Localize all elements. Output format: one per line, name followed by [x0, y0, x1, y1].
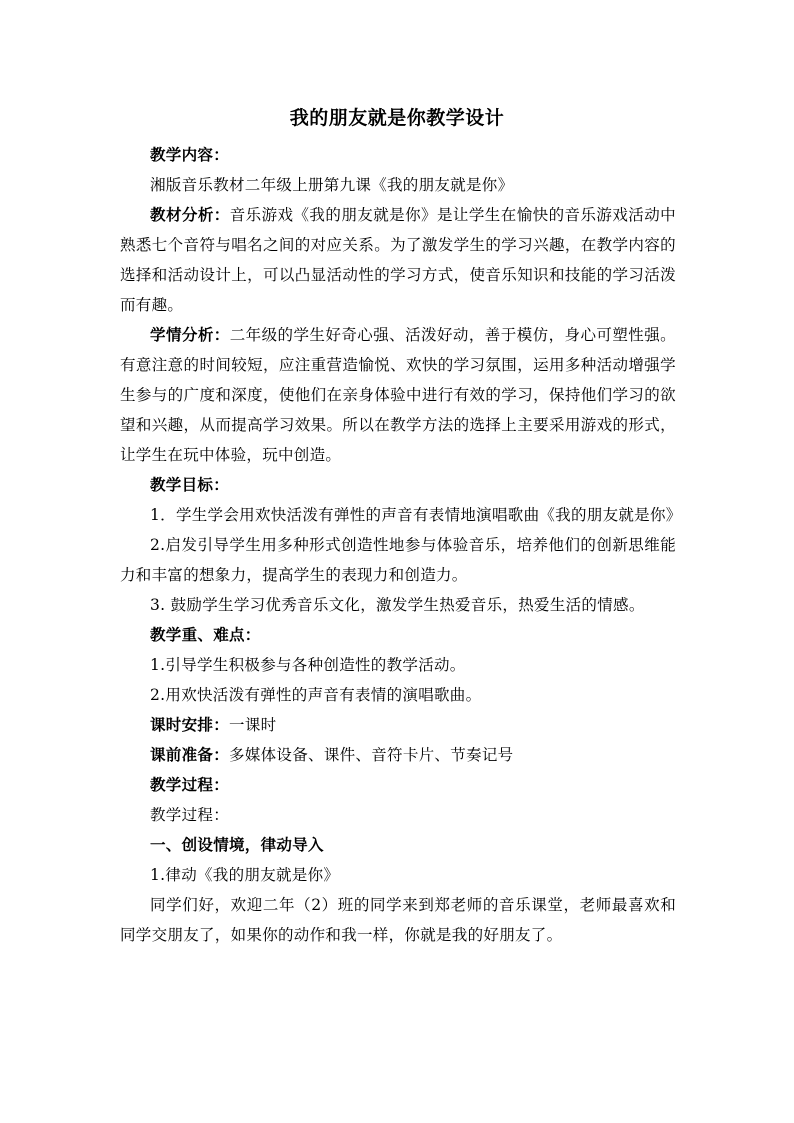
teaching-content-heading: 教学内容：: [150, 145, 230, 164]
goal-item: 3. 鼓励学生学习优秀音乐文化，激发学生热爱音乐，热爱生活的情感。: [150, 596, 645, 614]
process-subheading: 教学过程：: [150, 806, 230, 824]
schedule-text: 一课时: [229, 716, 277, 734]
key-points-heading: 教学重、难点：: [150, 625, 261, 644]
preparation-text: 多媒体设备、课件、音符卡片、节奏记号: [229, 746, 514, 764]
goal-item: 2.启发引导学生用多种形式创造性地参与体验音乐，培养他们的创新思维能力和丰富的想象力，提高学生的表现力和创造力。: [120, 536, 676, 584]
student-analysis-paragraph: [120, 320, 676, 470]
preparation-label: 课前准备：: [150, 745, 230, 764]
key-point-item: 2.用欢快活泼有弹性的声音有表情的演唱歌曲。: [150, 686, 482, 704]
material-analysis-paragraph: [120, 200, 676, 320]
section1-item: 1.律动《我的朋友就是你》: [150, 866, 340, 884]
schedule-label: 课时安排：: [150, 715, 230, 734]
schedule-paragraph: [120, 710, 676, 740]
student-analysis-label: 学情分析：: [150, 325, 230, 344]
process-heading: 教学过程：: [150, 775, 230, 794]
section1-text: 同学们好，欢迎二年（2）班的同学来到郑老师的音乐课堂，老师最喜欢和同学交朋友了，如果你的动作和我一样，你就是我的好朋友了。: [120, 896, 676, 944]
document-title: 我的朋友就是你教学设计: [289, 107, 505, 129]
goals-heading: 教学目标：: [150, 475, 230, 494]
teaching-content-text: 湘版音乐教材二年级上册第九课《我的朋友就是你》: [150, 176, 514, 194]
student-analysis-text: 二年级的学生好奇心强、活泼好动，善于模仿，身心可塑性强。有意注意的时间较短，应注重营造愉悦、欢快的学习氛围，运用多种活动增强学生参与的广度和深度，使他们在亲身体验中进行有效的学习，保持他们学习的欲望和兴趣，从而提高学习效果。所以在教学方法的选择上主要采用游戏的形式，让学生在玩中体验，玩中创造。: [120, 326, 676, 464]
material-analysis-text: 音乐游戏《我的朋友就是你》是让学生在愉快的音乐游戏活动中熟悉七个音符与唱名之间的对应关系。为了激发学生的学习兴趣，在教学内容的选择和活动设计上，可以凸显活动性的学习方式，使音乐知识和技能的学习活泼而有趣。: [120, 206, 676, 314]
section1-heading: 一、创设情境，律动导入: [150, 835, 324, 854]
document-body: [120, 140, 682, 950]
goal-item: 1．学生学会用欢快活泼有弹性的声音有表情地演唱歌曲《我的朋友就是你》: [150, 506, 682, 524]
preparation-paragraph: [120, 740, 676, 770]
material-analysis-label: 教材分析：: [150, 205, 230, 224]
key-point-item: 1.引导学生积极参与各种创造性的教学活动。: [150, 656, 466, 674]
